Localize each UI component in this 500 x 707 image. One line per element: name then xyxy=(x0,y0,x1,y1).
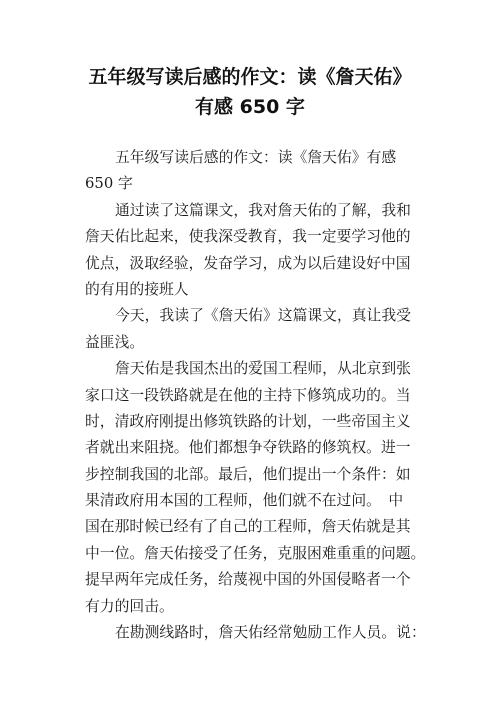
body-line: 国在那时候已经有了自己的工程师，詹天佑就是其 xyxy=(85,518,411,536)
body-line: 者就出来阻挠。他们都想争夺铁路的修筑权。进一 xyxy=(85,439,411,457)
body-line: 的有用的接班人 xyxy=(85,280,189,298)
body-line: 通过读了这篇课文，我对詹天佑的了解，我和 xyxy=(115,201,411,219)
body-line: 詹天佑比起来，使我深受教育，我一定要学习他的 xyxy=(85,228,411,246)
body-line: 步控制我国的北部。最后，他们提出一个条件：如 xyxy=(85,465,411,483)
body-line: 今天，我读了《詹天佑》这篇课文，真让我受 xyxy=(115,307,411,325)
body-line: 詹天佑是我国杰出的爱国工程师，从北京到张 xyxy=(115,360,411,378)
body-line: 中一位。詹天佑接受了任务，克服困难重重的问题。 xyxy=(85,544,426,562)
body-line: 益匪浅。 xyxy=(85,333,145,351)
body-line: 提早两年完成任务，给蔑视中国的外国侵略者一个 xyxy=(85,571,411,589)
body-line: 家口这一段铁路就是在他的主持下修筑成功的。当 xyxy=(85,386,411,404)
title-line-1: 五年级写读后感的作文：读《詹天佑》 xyxy=(88,66,412,88)
body-line: 在勘测线路时，詹天佑经常勉励工作人员。说： xyxy=(115,624,426,642)
body-line: 有力的回击。 xyxy=(85,597,174,615)
body-text xyxy=(85,145,430,646)
body-line: 五年级写读后感的作文：读《詹天佑》有感 xyxy=(115,149,397,166)
body-line: 优点，汲取经验，发奋学习，成为以后建设好中国 xyxy=(85,254,411,272)
body-line: 时，清政府刚提出修筑铁路的计划，一些帝国主义 xyxy=(85,412,411,430)
body-line: 果清政府用本国的工程师，他们就不在过问。 中 xyxy=(85,492,404,510)
document-title xyxy=(40,62,460,122)
title-line-2: 有感 650 字 xyxy=(195,96,305,118)
body-line: 650 字 xyxy=(85,175,133,193)
